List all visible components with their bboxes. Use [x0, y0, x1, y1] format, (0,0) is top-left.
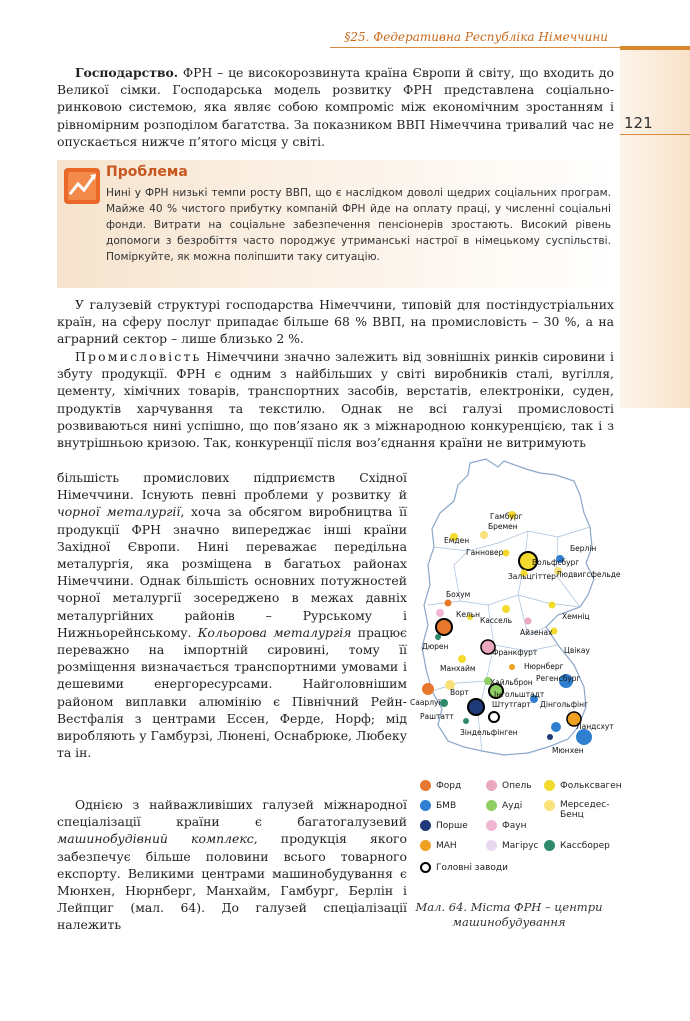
marker-nurnberg: [509, 664, 515, 670]
city-label: Дюрен: [422, 642, 449, 651]
term-machinery: машинобудівний комплекс: [57, 831, 254, 847]
lead-term: Промисловість: [75, 349, 202, 364]
paragraph-machinery: [57, 796, 407, 934]
legend-item: Порше: [420, 820, 468, 831]
city-label: Франкфурт: [492, 648, 538, 657]
legend-swatch: [486, 820, 497, 831]
city-label: Мюнхен: [552, 746, 584, 755]
city-label: Ландсхут: [576, 722, 614, 731]
marker-eisenach: [525, 618, 532, 625]
city-label: Кассель: [480, 616, 512, 625]
problem-title: Проблема: [106, 164, 188, 180]
city-label: Гамбург: [490, 512, 523, 521]
legend-item: Ауді: [486, 800, 522, 811]
legend-swatch: [420, 800, 431, 811]
marker-chemnitz: [549, 602, 556, 609]
legend-item: Кассборер: [544, 840, 610, 851]
figure-caption: [408, 900, 610, 930]
marker-kassel: [502, 605, 510, 613]
legend-swatch: [486, 800, 497, 811]
legend-swatch: [544, 780, 555, 791]
marker-rastatt: [440, 699, 448, 707]
lead-term: Господарство.: [75, 65, 179, 80]
marker-munchen-3: [547, 734, 553, 740]
marker-munchen-2: [551, 722, 561, 732]
city-label: Кельн: [456, 610, 481, 619]
city-label: Ворт: [450, 688, 469, 697]
marker-bremen: [480, 531, 488, 539]
marker-stuttgart: [468, 699, 484, 715]
page-number-divider: [620, 134, 690, 135]
city-label: Бохум: [446, 590, 471, 599]
legend-item: МАН: [420, 840, 457, 851]
city-label: Штутгарт: [492, 700, 531, 709]
marker-sindelfingen-2: [463, 718, 469, 724]
caption-label: Мал. 64.: [415, 900, 468, 914]
paragraph-text: Німеччини значно залежить від зовнішніх ринків сировини і збуту продукції. ФРН є одним з найбільших у світі виробників сталі, вугілля, цементу, хімічних товарів, транспортних засобів, верстатів, електроніки, суден, продуктів харчування та текстилю. Однак не всі галузі промисловості розвиваються нині успішно, що пов’язано як з міжнародною конкуренцією, так і з внутрішньою кризою. Так, конкуренції після воз’єднання країни не витримують: [57, 349, 614, 451]
legend-item: Форд: [420, 780, 461, 791]
germany-machinery-map: [408, 455, 621, 773]
marker-sindelfingen: [489, 712, 499, 722]
legend-item: Фольксваген: [544, 780, 622, 791]
legend-item: Опель: [486, 780, 532, 791]
margin-band: [620, 48, 690, 408]
marker-bochum: [445, 600, 452, 607]
legend-item: Мерседес-Бенц: [544, 800, 608, 820]
header-accent-bar: [620, 46, 690, 50]
legend-item: БМВ: [420, 800, 456, 811]
term-ferrous: чорної металургії: [57, 504, 181, 520]
city-label: Цвікау: [564, 646, 590, 655]
margin-band-lower: [620, 408, 690, 1021]
marker-koln: [436, 619, 452, 635]
paragraph-text: ФРН – це високорозвинута країна Європи й світу, що входить до Великої сімки. Господарська модель розвитку ФРН представлена соціально-ринковою системою, яка являє собою компроміс між економічним зростанням і рівномірним розподілом багатства. За показником ВВП Німеччина тривалий час не опускається нижче п’ятого місця у світі.: [57, 65, 614, 149]
chapter-title: §25. Федеративна Республіка Німеччини: [344, 30, 608, 44]
legend-swatch: [544, 840, 555, 851]
city-label: Зальцгіттер: [508, 572, 556, 581]
problem-text: Нині у ФРН низькі темпи росту ВВП, що є наслідком доволі щедрих соціальних програм. Майже 40 % чистого прибутку компаній ФРН йде на оплату праці, у численні соціальні фонди. Витрати на соціальне забезпечення пенсіонерів зростають. Високий рівень допомоги з безробіття часто породжує утриманські настрої в німецькому суспільстві. Поміркуйте, як можна поліпшити таку ситуацію.: [106, 187, 611, 263]
marker-saarlouis: [422, 683, 434, 695]
trend-chart-icon: [62, 166, 102, 206]
paragraph-text: працює переважно на імпортній сировині, тому її розміщення визначається транспортними умовами і дешевими енергоресурсами. Найголовнішим районом виплавки алюмінію є Північний Рейн-Вестфалія з центрами Ессен, Ферде, Норф; мід виробляють у Гамбурзі, Люнені, Оснабрюке, Любеку та ін.: [57, 624, 407, 761]
marker-mannheim: [458, 655, 466, 663]
marker-hannover: [503, 550, 510, 557]
legend-item-main-plants: Головні заводи: [420, 862, 508, 873]
city-label: Ганновер: [466, 548, 504, 557]
legend-swatch: [486, 780, 497, 791]
city-label: Регенсбург: [536, 674, 581, 683]
term-nonferrous: Кольорова металургія: [197, 624, 352, 640]
paragraph-economy: [57, 64, 614, 150]
city-label: Дінгольфінг: [540, 700, 588, 709]
paragraph-text: , хоча за обсягом виробництва її продукції ФРН значно випереджає інші країни Західної Європи. Нині переважає передільна металургія, яка розміщена в багатьох районах Німеччини. Однак більшість основних потужностей чорної металургії зосереджено в межах давніх металургійних районів – Рурському і Нижньорейнському.: [57, 504, 407, 640]
paragraph-text: , продукція якого забезпечує більше половини всього товарного експорту. Великими центрами машинобудування є Мюнхен, Нюрнберг, Манхайм, Гамбург, Берлін і Лейпциг (мал. 64). До галузей спеціалізації належить: [57, 831, 407, 933]
legend-swatch: [420, 780, 431, 791]
page-number: 121: [624, 114, 653, 132]
caption-text: Міста ФРН – центри машинобудування: [452, 900, 603, 929]
marker-duren: [435, 634, 441, 640]
city-label: Інгольштадт: [494, 690, 545, 699]
city-label: Раштатт: [420, 712, 454, 721]
city-label: Бремен: [488, 522, 518, 531]
paragraph-text: більшість промислових підприємств Східної Німеччини. Існують певні проблеми у розвитку й: [57, 470, 407, 503]
paragraph-metallurgy: [57, 469, 407, 761]
legend-item: Магірус: [486, 840, 539, 851]
city-label: Хайльброн: [490, 678, 533, 687]
city-label: Саарлуї: [410, 698, 441, 707]
header-divider: [330, 47, 620, 48]
legend-swatch: [420, 840, 431, 851]
legend-swatch: [420, 862, 431, 873]
marker-munchen: [576, 729, 592, 745]
city-label: Айзенах: [520, 628, 553, 637]
paragraph-text: У галузевій структурі господарства Німеччини, типовій для постіндустріальних країн, на сферу послуг припадає більше 68 % ВВП, на промисловість – 30 %, а на аграрний сектор – лише близько 2 %.: [57, 297, 614, 347]
city-label: Хемніц: [562, 612, 590, 621]
legend-swatch: [486, 840, 497, 851]
city-label: Берлін: [570, 544, 597, 553]
legend-swatch: [544, 800, 555, 811]
paragraph-structure: [57, 296, 614, 348]
paragraph-industry: [57, 348, 614, 451]
marker-bochum-2: [436, 609, 444, 617]
city-label: Людвигсфельде: [556, 570, 621, 579]
city-label: Вольфсбург: [532, 558, 580, 567]
legend-item: Фаун: [486, 820, 526, 831]
city-label: Манхайм: [440, 664, 476, 673]
paragraph-text: Однією з найважливіших галузей міжнародної спеціалізації країни є багатогалузевий: [57, 797, 407, 830]
city-label: Нюрнберг: [524, 662, 564, 671]
city-label: Зіндельфінген: [460, 728, 518, 737]
city-label: Емден: [444, 536, 470, 545]
map-legend: [420, 778, 622, 888]
legend-swatch: [420, 820, 431, 831]
